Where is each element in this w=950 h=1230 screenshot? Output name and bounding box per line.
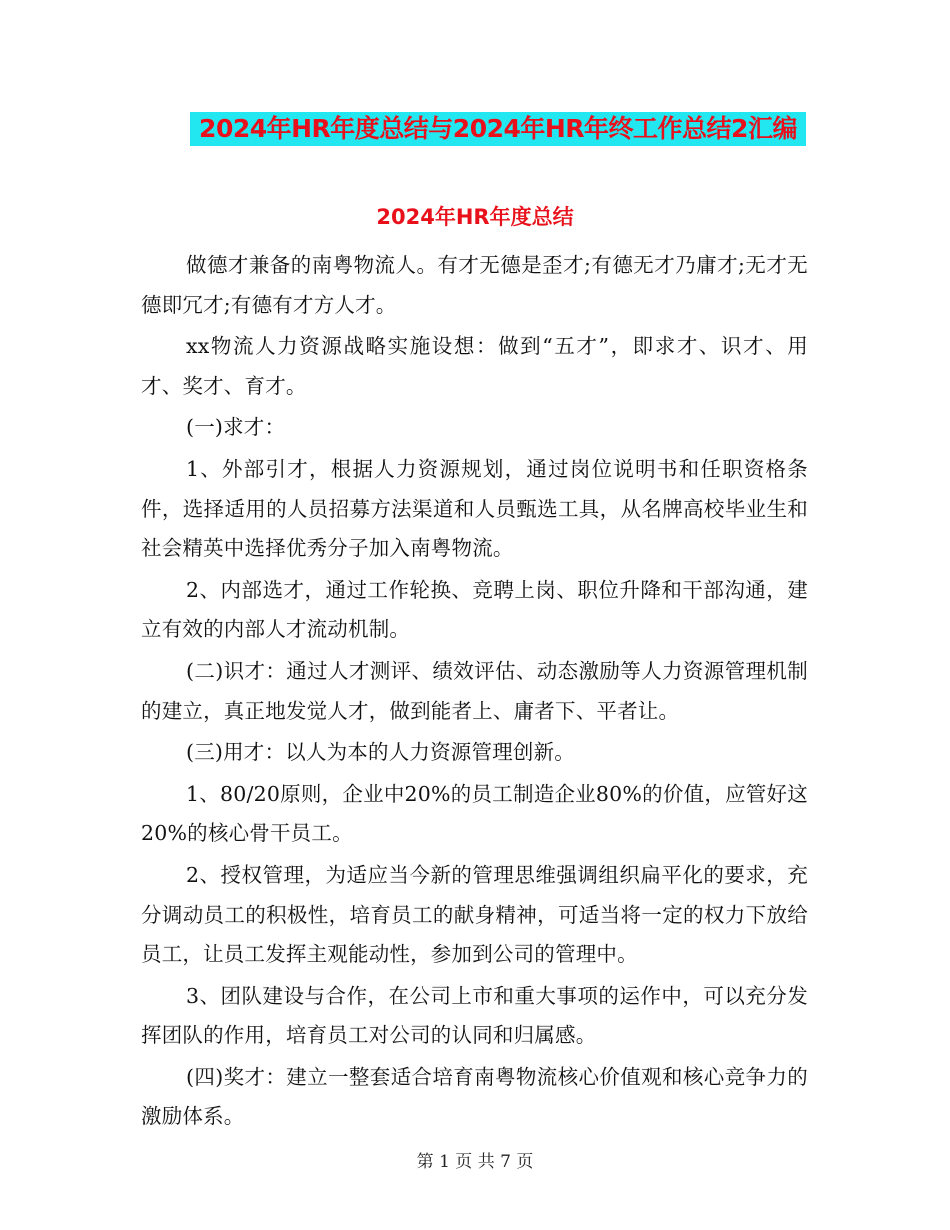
paragraph: (一)求才： bbox=[186, 415, 286, 440]
paragraph: 2、内部选才，通过工作轮换、竞聘上岗、职位升降和干部沟通，建立有效的内部人才流动机制。 bbox=[141, 577, 808, 642]
paragraph: (四)奖才：建立一整套适合培育南粤物流核心价值观和核心竞争力的激励体系。 bbox=[141, 1064, 808, 1129]
document-body bbox=[141, 246, 808, 1139]
paragraph: (三)用才：以人为本的人力资源管理创新。 bbox=[186, 740, 575, 765]
paragraph: 1、外部引才，根据人力资源规划，通过岗位说明书和任职资格条件，选择适用的人员招募方法渠道和人员甄选工具，从名牌高校毕业生和社会精英中选择优秀分子加入南粤物流。 bbox=[141, 456, 808, 561]
paragraph: 2、授权管理，为适应当今新的管理思维强调组织扁平化的要求，充分调动员工的积极性，培育员工的献身精神，可适当将一定的权力下放给员工，让员工发挥主观能动性，参加到公司的管理中。 bbox=[141, 862, 808, 967]
paragraph: xx物流人力资源战略实施设想：做到“五才”，即求才、识才、用才、奖才、育才。 bbox=[141, 334, 808, 398]
paragraph: 3、团队建设与合作，在公司上市和重大事项的运作中，可以充分发挥团队的作用，培育员工对公司的认同和归属感。 bbox=[141, 983, 808, 1048]
paragraph: (二)识才：通过人才测评、绩效评估、动态激励等人力资源管理机制的建立，真正地发觉人才，做到能者上、庸者下、平者让。 bbox=[141, 658, 808, 723]
document-title: 2024年HR年度总结与2024年HR年终工作总结2汇编 bbox=[190, 112, 806, 146]
paragraph: 做德才兼备的南粤物流人。有才无德是歪才;有德无才乃庸才;无才无德即冗才;有德有才方人才。 bbox=[141, 253, 808, 317]
page-number-footer: 第 1 页 共 7 页 bbox=[416, 1152, 534, 1172]
section-title: 2024年HR年度总结 bbox=[376, 205, 574, 229]
paragraph: 1、80/20原则，企业中20%的员工制造企业80%的价值，应管好这20%的核心骨干员工。 bbox=[141, 781, 808, 846]
